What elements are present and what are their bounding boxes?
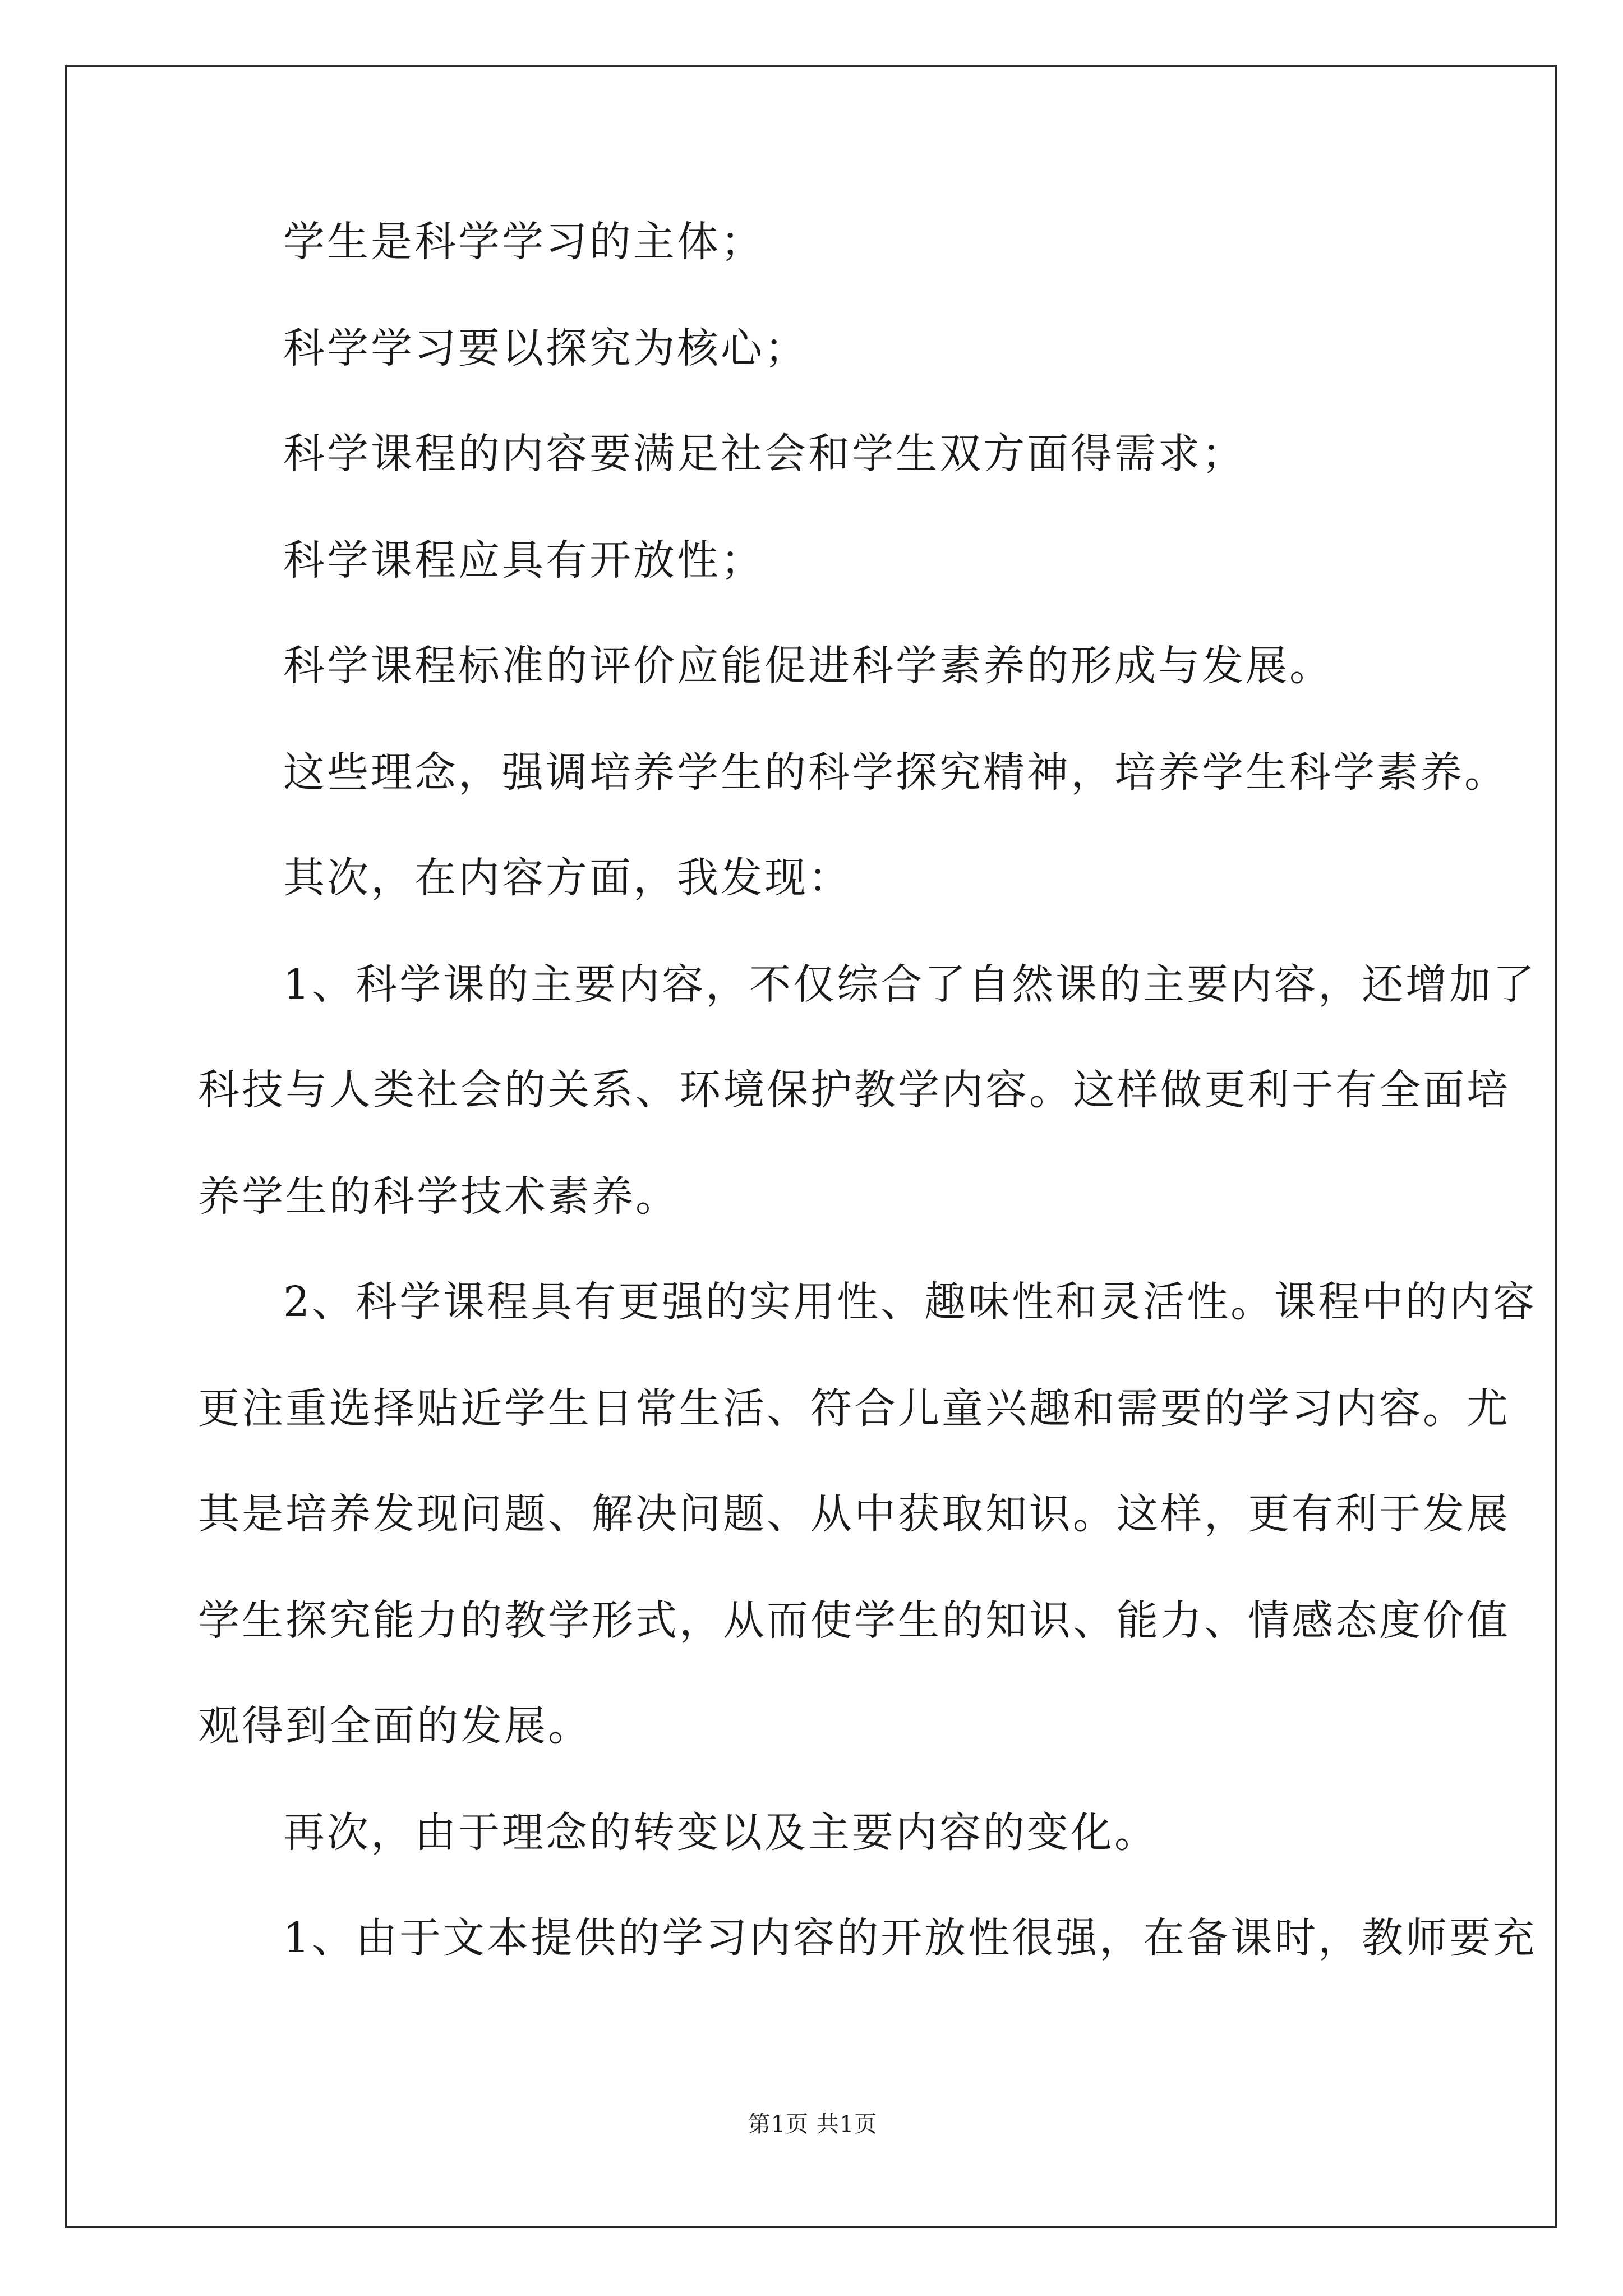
paragraph-line: 科学课程标准的评价应能促进科学素养的形成与发展。 — [283, 642, 1333, 690]
paragraph-line: 学生探究能力的教学形式，从而使学生的知识、能力、情感态度价值 — [198, 1596, 1510, 1645]
paragraph-line: 再次，由于理念的转变以及主要内容的变化。 — [283, 1809, 1158, 1857]
paragraph-line: 1、由于文本提供的学习内容的开放性很强，在备课时，教师要充 — [283, 1914, 1537, 1962]
paragraph-line: 2、科学课程具有更强的实用性、趣味性和灵活性。课程中的内容 — [283, 1278, 1537, 1326]
paragraph-line: 其是培养发现问题、解决问题、从中获取知识。这样，更有利于发展 — [198, 1490, 1510, 1538]
paragraph-line: 观得到全面的发展。 — [198, 1702, 592, 1750]
paragraph-line: 科学课程的内容要满足社会和学生双方面得需求； — [283, 430, 1246, 478]
page-footer: 第1页 共1页 — [748, 2111, 878, 2137]
paragraph-line: 科学课程应具有开放性； — [283, 536, 764, 585]
paragraph-line: 这些理念，强调培养学生的科学探究精神，培养学生科学素养。 — [283, 748, 1508, 797]
page-frame — [65, 65, 1557, 2228]
paragraph-line: 养学生的科学技术素养。 — [198, 1172, 679, 1221]
paragraph-line: 更注重选择贴近学生日常生活、符合儿童兴趣和需要的学习内容。尤 — [198, 1384, 1510, 1433]
paragraph-line: 科学学习要以探究为核心； — [283, 324, 808, 372]
paragraph-line: 科技与人类社会的关系、环境保护教学内容。这样做更利于有全面培 — [198, 1066, 1510, 1114]
paragraph-line: 其次，在内容方面，我发现： — [283, 854, 852, 902]
paragraph-line: 学生是科学学习的主体； — [283, 218, 764, 266]
paragraph-line: 1、科学课的主要内容，不仅综合了自然课的主要内容，还增加了 — [283, 960, 1537, 1009]
